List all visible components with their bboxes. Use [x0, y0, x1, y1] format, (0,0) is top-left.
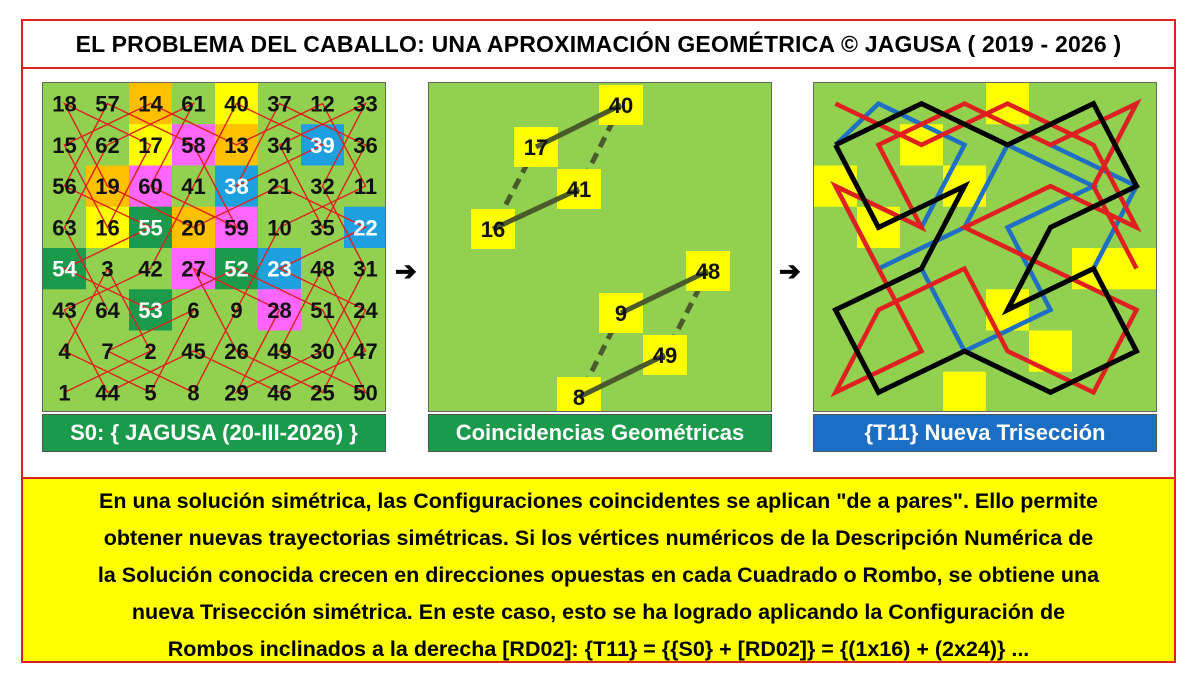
caption-coincidencias: Coincidencias Geométricas — [428, 414, 772, 452]
board-number: 25 — [310, 380, 335, 406]
board-number: 34 — [267, 132, 292, 158]
board-number: 41 — [181, 174, 206, 200]
board-number: 23 — [267, 256, 292, 282]
board-number: 29 — [224, 380, 249, 406]
board-number: 16 — [95, 215, 120, 241]
board-number: 6 — [187, 297, 200, 323]
board-number: 51 — [310, 297, 335, 323]
board-number: 47 — [353, 339, 378, 365]
description-box — [21, 477, 1176, 663]
vertex-label: 49 — [652, 343, 678, 368]
board-number: 42 — [138, 256, 163, 282]
knight-tour-board — [42, 82, 386, 412]
board-number: 57 — [95, 91, 120, 117]
board-number: 46 — [267, 380, 292, 406]
board-number: 10 — [267, 215, 292, 241]
vertex-label: 40 — [608, 93, 634, 118]
board-number: 55 — [138, 215, 163, 241]
board-number: 20 — [181, 215, 206, 241]
vertex-label: 17 — [523, 135, 549, 160]
vertex-label: 9 — [614, 301, 628, 326]
page-title: EL PROBLEMA DEL CABALLO: UNA APROXIMACIÓN GEOMÉTRICA © JAGUSA ( 2019 - 2026 ) — [21, 19, 1176, 69]
board-number: 12 — [310, 91, 335, 117]
panel-t11 — [813, 82, 1157, 452]
board-number: 33 — [353, 91, 378, 117]
panel-coincidencias — [428, 82, 772, 452]
board-number: 36 — [353, 132, 378, 158]
board-number: 49 — [267, 339, 292, 365]
board-number: 32 — [310, 174, 335, 200]
board-number: 14 — [138, 91, 163, 117]
description-line: En una solución simétrica, las Configuraciones coincidentes se aplican "de a pares". Ello permite — [99, 489, 1098, 513]
trisection-board — [813, 82, 1157, 412]
trisection-graphic — [814, 83, 1157, 412]
board-number: 13 — [224, 132, 249, 158]
board-number: 63 — [52, 215, 77, 241]
board-number: 38 — [224, 174, 249, 200]
vertex-label: 16 — [480, 217, 506, 242]
vertex-label: 8 — [572, 385, 586, 410]
board-number: 26 — [224, 339, 249, 365]
board-number: 18 — [52, 91, 77, 117]
board-graphic — [43, 83, 386, 412]
yellow-cell — [943, 372, 986, 412]
board-number: 19 — [95, 174, 120, 200]
board-number: 31 — [353, 256, 378, 282]
board-number: 59 — [224, 215, 249, 241]
description-line: nueva Trisección simétrica. En este caso, esto se ha logrado aplicando la Configuración de — [131, 600, 1066, 624]
board-number: 8 — [187, 380, 200, 406]
board-number: 58 — [181, 132, 206, 158]
panel-s0 — [42, 82, 386, 452]
board-number: 22 — [353, 215, 378, 241]
board-number: 53 — [138, 297, 163, 323]
board-number: 7 — [101, 339, 114, 365]
board-number: 15 — [52, 132, 77, 158]
board-number: 11 — [353, 174, 378, 200]
caption-t11: {T11} Nueva Trisección — [813, 414, 1157, 452]
board-number: 60 — [138, 174, 163, 200]
board-number: 64 — [95, 297, 120, 323]
board-number: 52 — [224, 256, 249, 282]
board-number: 1 — [58, 380, 71, 406]
board-number: 61 — [181, 91, 206, 117]
board-number: 40 — [224, 91, 249, 117]
board-number: 56 — [52, 174, 77, 200]
board-number: 37 — [267, 91, 292, 117]
board-number: 21 — [267, 174, 292, 200]
description-line: obtener nuevas trayectorias simétricas. Si los vértices numéricos de la Descripción Numérica de — [103, 526, 1094, 550]
board-number: 35 — [310, 215, 335, 241]
vertex-label: 41 — [566, 177, 592, 202]
vertex-label: 48 — [695, 259, 721, 284]
board-number: 62 — [95, 132, 120, 158]
description-line: la Solución conocida crecen en direcciones opuestas en cada Cuadrado o Rombo, se obtiene una — [97, 563, 1100, 587]
board-number: 50 — [353, 380, 378, 406]
board-number: 5 — [144, 380, 157, 406]
board-number: 24 — [353, 297, 378, 323]
board-number: 48 — [310, 256, 335, 282]
description-line: Rombos inclinados a la derecha [RD02]: {T11} = {{S0} + [RD02]} = {(1x16) + (2x24)} ... — [167, 637, 1030, 661]
board-number: 44 — [95, 380, 120, 406]
board-number: 27 — [181, 256, 206, 282]
board-number: 9 — [230, 297, 243, 323]
board-number: 54 — [52, 256, 77, 282]
board-number: 45 — [181, 339, 206, 365]
right-arrow-icon-2: ➔ — [779, 256, 801, 286]
board-number: 30 — [310, 339, 335, 365]
board-number: 3 — [101, 256, 114, 282]
right-arrow-icon: ➔ — [395, 256, 417, 286]
board-number: 28 — [267, 297, 292, 323]
coincidences-graphic — [429, 83, 772, 412]
board-number: 17 — [138, 132, 163, 158]
board-number: 43 — [52, 297, 77, 323]
geometric-coincidences-board — [428, 82, 772, 412]
board-number: 39 — [310, 132, 335, 158]
board-number: 2 — [144, 339, 157, 365]
board-number: 4 — [58, 339, 71, 365]
caption-s0: S0: { JAGUSA (20-III-2026) } — [42, 414, 386, 452]
